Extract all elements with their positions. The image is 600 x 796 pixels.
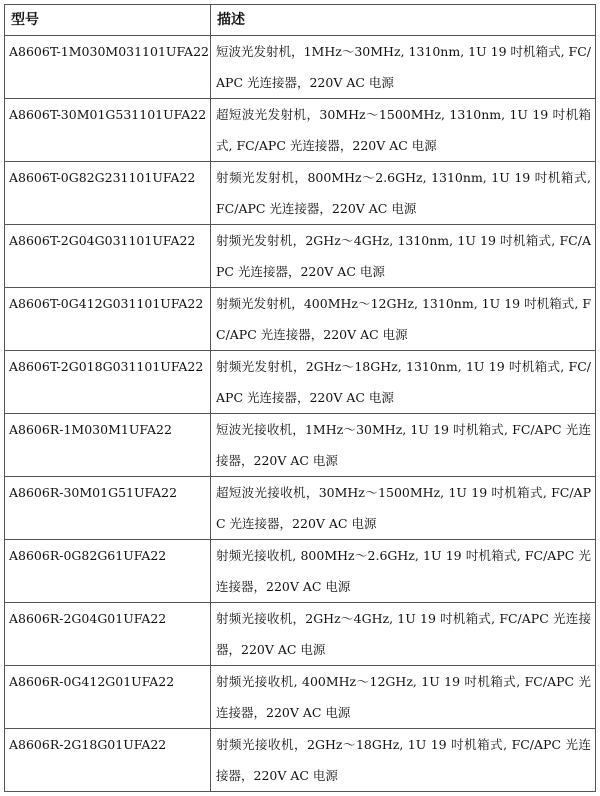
description-cell: 射频光接收机，2GHz～4GHz, 1U 19 吋机箱式, FC/APC 光连接器，220V AC 电源 <box>211 603 596 666</box>
model-cell: A8606R-2G18G01UFA22 <box>5 729 211 792</box>
table-row <box>5 666 596 729</box>
description-cell: 射频光发射机，2GHz～18GHz, 1310nm, 1U 19 吋机箱式, FC/APC 光连接器，220V AC 电源 <box>211 351 596 414</box>
table-row <box>5 603 596 666</box>
model-cell: A8606T-30M01G531101UFA22 <box>5 99 211 162</box>
table-row <box>5 351 596 414</box>
product-spec-table <box>4 4 596 792</box>
table-row <box>5 729 596 792</box>
description-cell: 射频光发射机，2GHz～4GHz, 1310nm, 1U 19 吋机箱式, FC/APC 光连接器，220V AC 电源 <box>211 225 596 288</box>
column-header-description: 描述 <box>211 5 596 36</box>
description-cell: 超短波光发射机，30MHz～1500MHz, 1310nm, 1U 19 吋机箱式, FC/APC 光连接器，220V AC 电源 <box>211 99 596 162</box>
model-cell: A8606R-2G04G01UFA22 <box>5 603 211 666</box>
table-row <box>5 288 596 351</box>
description-cell: 超短波光接收机，30MHz～1500MHz, 1U 19 吋机箱式, FC/APC 光连接器，220V AC 电源 <box>211 477 596 540</box>
description-cell: 短波光接收机，1MHz～30MHz, 1U 19 吋机箱式, FC/APC 光连接器，220V AC 电源 <box>211 414 596 477</box>
description-cell: 短波光发射机，1MHz～30MHz, 1310nm, 1U 19 吋机箱式, FC/APC 光连接器，220V AC 电源 <box>211 36 596 99</box>
description-cell: 射频光接收机, 800MHz～2.6GHz, 1U 19 吋机箱式, FC/APC 光连接器，220V AC 电源 <box>211 540 596 603</box>
description-cell: 射频光接收机，2GHz～18GHz, 1U 19 吋机箱式, FC/APC 光连接器，220V AC 电源 <box>211 729 596 792</box>
table-row <box>5 162 596 225</box>
column-header-model: 型号 <box>5 5 211 36</box>
table-row <box>5 540 596 603</box>
table-row <box>5 225 596 288</box>
model-cell: A8606R-30M01G51UFA22 <box>5 477 211 540</box>
table-row <box>5 36 596 99</box>
description-cell: 射频光发射机，400MHz～12GHz, 1310nm, 1U 19 吋机箱式, FC/APC 光连接器，220V AC 电源 <box>211 288 596 351</box>
description-cell: 射频光接收机, 400MHz～12GHz, 1U 19 吋机箱式, FC/APC 光连接器，220V AC 电源 <box>211 666 596 729</box>
table-row <box>5 414 596 477</box>
model-cell: A8606T-0G412G031101UFA22 <box>5 288 211 351</box>
model-cell: A8606R-0G412G01UFA22 <box>5 666 211 729</box>
table-row <box>5 477 596 540</box>
table-row <box>5 99 596 162</box>
table-header-row <box>5 5 596 36</box>
model-cell: A8606T-1M030M031101UFA22 <box>5 36 211 99</box>
model-cell: A8606R-0G82G61UFA22 <box>5 540 211 603</box>
model-cell: A8606T-0G82G231101UFA22 <box>5 162 211 225</box>
model-cell: A8606R-1M030M1UFA22 <box>5 414 211 477</box>
model-cell: A8606T-2G04G031101UFA22 <box>5 225 211 288</box>
model-cell: A8606T-2G018G031101UFA22 <box>5 351 211 414</box>
description-cell: 射频光发射机，800MHz～2.6GHz, 1310nm, 1U 19 吋机箱式, FC/APC 光连接器，220V AC 电源 <box>211 162 596 225</box>
